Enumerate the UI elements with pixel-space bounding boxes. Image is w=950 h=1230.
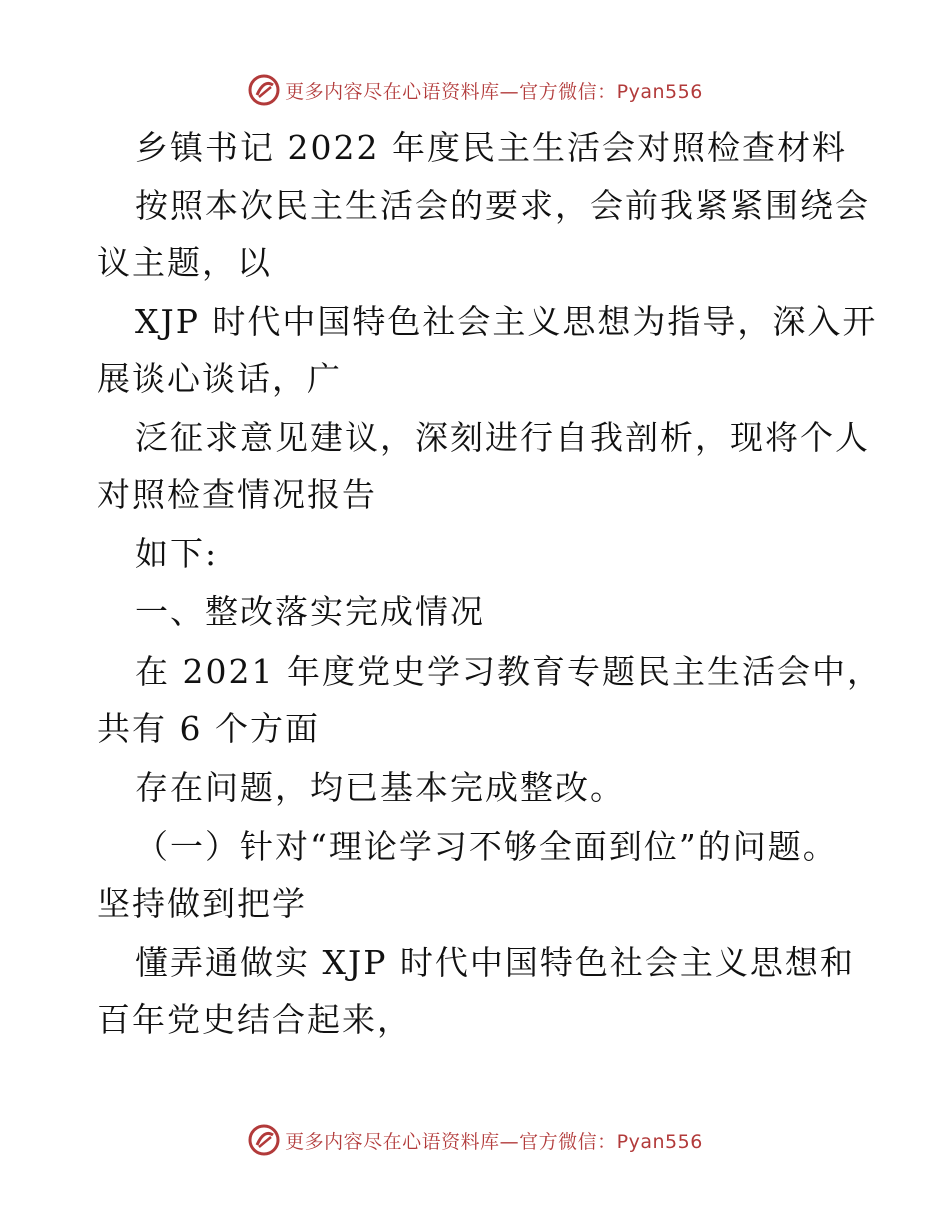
subsection-heading: （一）针对“理论学习不够全面到位”的问题。 [135, 827, 838, 866]
paragraph-line: 百年党史结合起来， [97, 1000, 412, 1039]
logo-icon [247, 73, 281, 107]
paragraph-line: 对照检查情况报告 [97, 475, 377, 514]
paragraph-line: 展谈心谈话，广 [97, 359, 342, 398]
document-title: 乡镇书记 2022 年度民主生活会对照检查材料 [135, 128, 847, 167]
paragraph-line: 在 2021 年度党史学习教育专题民主生活会中， [135, 652, 882, 691]
paragraph-line: 泛征求意见建议，深刻进行自我剖析，现将个人 [135, 418, 870, 457]
watermark-text: 更多内容尽在心语资料库—官方微信：Pyan556 [285, 80, 703, 103]
logo-icon [247, 1123, 281, 1157]
section-heading: 一、整改落实完成情况 [135, 592, 485, 631]
paragraph-line: 存在问题，均已基本完成整改。 [135, 768, 625, 807]
paragraph-line: 懂弄通做实 XJP 时代中国特色社会主义思想和 [135, 943, 855, 982]
footer-watermark [0, 1120, 950, 1160]
paragraph-line: 按照本次民主生活会的要求，会前我紧紧围绕会 [135, 186, 870, 225]
paragraph-line: 议主题，以 [97, 243, 272, 282]
paragraph-line: 坚持做到把学 [97, 884, 307, 923]
paragraph-line: 如下: [135, 534, 219, 573]
header-watermark [0, 70, 950, 110]
paragraph-line: 共有 6 个方面 [97, 709, 320, 748]
paragraph-line: XJP 时代中国特色社会主义思想为指导，深入开 [135, 302, 878, 341]
watermark-text: 更多内容尽在心语资料库—官方微信：Pyan556 [285, 1130, 703, 1153]
